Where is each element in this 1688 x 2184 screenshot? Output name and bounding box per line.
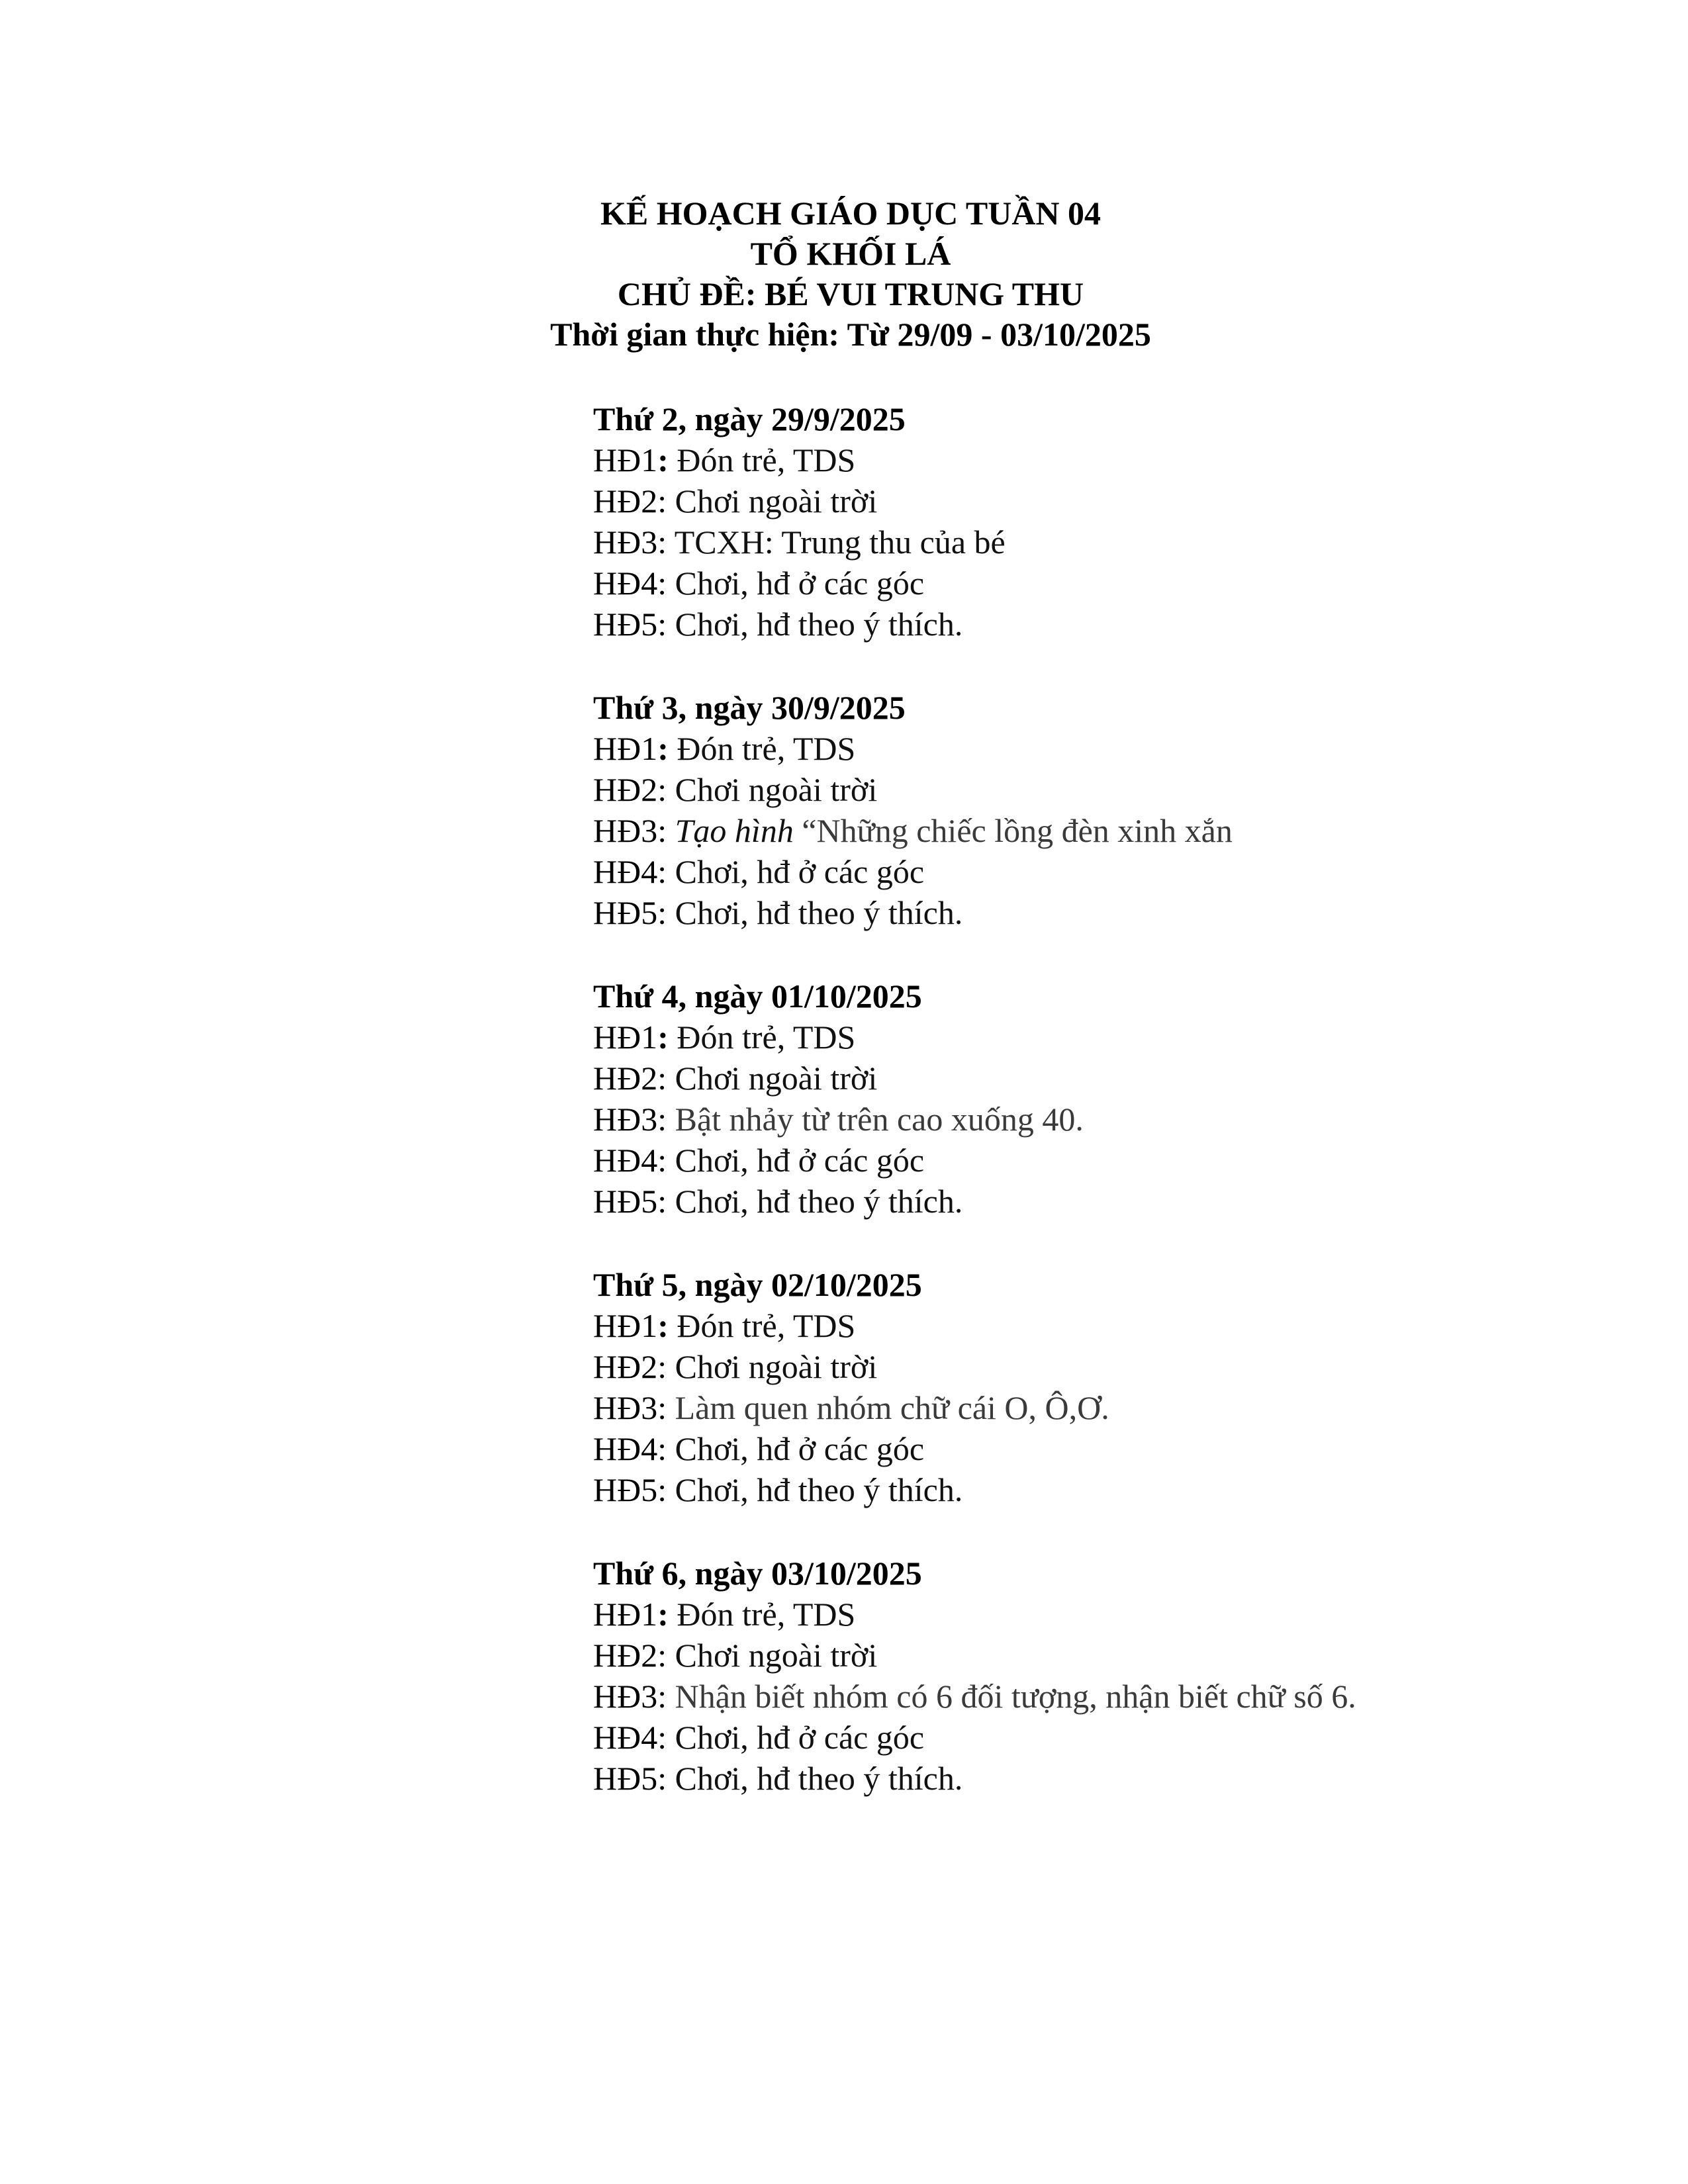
activity-separator: : (657, 1637, 667, 1674)
activity-separator: : (657, 1348, 667, 1385)
activity-item (593, 892, 1652, 933)
activity-code: HĐ5 (593, 1183, 658, 1220)
activity-text: Chơi, hđ ở các góc (667, 853, 925, 890)
activity-separator: : (657, 771, 667, 808)
activity-item (593, 1017, 1652, 1058)
activity-item (593, 769, 1652, 810)
plan-title: KẾ HOẠCH GIÁO DỤC TUẦN 04 (600, 195, 1102, 232)
activity-code: HĐ2 (593, 482, 658, 520)
activity-text: Chơi, hđ theo ý thích. (667, 1183, 963, 1220)
activity-text: TCXH: Trung thu của bé (667, 523, 1006, 561)
activity-text: Làm quen nhóm chữ cái O, Ô,Ơ. (667, 1389, 1109, 1426)
activity-text: “Những chiếc lồng đèn xinh xắn (802, 812, 1233, 849)
activity-item (593, 1387, 1652, 1428)
activity-separator: : (657, 482, 667, 520)
activity-code: HĐ3 (593, 812, 658, 849)
activity-separator: : (657, 1596, 669, 1633)
activity-separator: : (657, 523, 667, 561)
activity-item (593, 1676, 1652, 1717)
day-block-tuesday (593, 687, 1652, 933)
activity-item (593, 1635, 1652, 1676)
activity-code: HĐ3 (593, 523, 658, 561)
activity-item (593, 1099, 1652, 1140)
activity-separator: : (657, 853, 667, 890)
activity-item (593, 604, 1652, 645)
activity-separator: : (657, 812, 667, 849)
time-range: Thời gian thực hiện: Từ 29/09 - 03/10/2025 (550, 316, 1151, 353)
activity-text: Chơi, hđ ở các góc (667, 1142, 925, 1179)
activity-code: HĐ4 (593, 565, 658, 602)
activity-separator: : (657, 730, 669, 767)
activity-separator: : (657, 1142, 667, 1179)
activity-text: Đón trẻ, TDS (668, 441, 856, 478)
activity-code: HĐ1 (593, 441, 658, 478)
activity-text: Đón trẻ, TDS (668, 1596, 856, 1633)
activity-item (593, 1058, 1652, 1099)
activity-text: Chơi ngoài trời (667, 1348, 878, 1385)
activity-text: Chơi, hđ theo ý thích. (667, 894, 963, 931)
activity-separator: : (657, 1678, 667, 1715)
activity-separator: : (657, 1389, 667, 1426)
activity-text: Chơi, hđ ở các góc (667, 1430, 925, 1467)
activity-item (593, 439, 1652, 480)
activity-text: Chơi, hđ theo ý thích. (667, 1471, 963, 1508)
activity-code: HĐ3 (593, 1678, 658, 1715)
day-title: Thứ 3, ngày 30/9/2025 (593, 689, 906, 726)
activity-code: HĐ1 (593, 730, 658, 767)
activity-code: HĐ5 (593, 1471, 658, 1508)
activity-code: HĐ1 (593, 1019, 658, 1056)
activity-text: Nhận biết nhóm có 6 đối tượng, nhận biết chữ số 6. (667, 1678, 1356, 1715)
activity-code: HĐ3 (593, 1101, 658, 1138)
activity-separator: : (657, 1760, 667, 1797)
day-title: Thứ 5, ngày 02/10/2025 (593, 1266, 922, 1303)
activity-separator: : (657, 1101, 667, 1138)
activity-code: HĐ2 (593, 1637, 658, 1674)
activity-code: HĐ4 (593, 1430, 658, 1467)
activity-text: Chơi, hđ theo ý thích. (667, 606, 963, 643)
activity-code: HĐ4 (593, 1719, 658, 1756)
activity-text: Đón trẻ, TDS (668, 730, 856, 767)
activity-item (593, 563, 1652, 604)
activity-separator: : (657, 441, 669, 478)
day-block-thursday (593, 1264, 1652, 1510)
activity-item (593, 810, 1652, 851)
activity-separator: : (657, 1430, 667, 1467)
activity-item (593, 522, 1652, 563)
activity-code: HĐ4 (593, 853, 658, 890)
activity-text: Chơi, hđ ở các góc (667, 1719, 925, 1756)
activity-item (593, 1717, 1652, 1758)
activity-text: Chơi, hđ theo ý thích. (667, 1760, 963, 1797)
activity-code: HĐ2 (593, 771, 658, 808)
activity-item (593, 1469, 1652, 1510)
day-schedule-list (593, 398, 1652, 1841)
day-title: Thứ 2, ngày 29/9/2025 (593, 400, 906, 437)
day-title: Thứ 6, ngày 03/10/2025 (593, 1555, 922, 1592)
activity-item (593, 1428, 1652, 1469)
activity-code: HĐ2 (593, 1348, 658, 1385)
activity-separator: : (657, 1019, 669, 1056)
activity-separator: : (657, 894, 667, 931)
activity-item (593, 851, 1652, 892)
activity-item (593, 1346, 1652, 1387)
document-header (0, 193, 1688, 355)
activity-text: Chơi ngoài trời (667, 771, 878, 808)
activity-code: HĐ3 (593, 1389, 658, 1426)
activity-separator: : (657, 565, 667, 602)
activity-text: Chơi ngoài trời (667, 1060, 878, 1097)
activity-text: Đón trẻ, TDS (668, 1307, 856, 1344)
activity-code: HĐ5 (593, 894, 658, 931)
theme-title: CHỦ ĐỀ: BÉ VUI TRUNG THU (617, 275, 1084, 312)
day-block-monday (593, 398, 1652, 645)
activity-code: HĐ1 (593, 1307, 658, 1344)
activity-item (593, 480, 1652, 522)
group-name: TỔ KHỐI LÁ (750, 235, 951, 272)
activity-text: Đón trẻ, TDS (668, 1019, 856, 1056)
activity-separator: : (657, 1471, 667, 1508)
activity-item (593, 728, 1652, 769)
activity-code: HĐ2 (593, 1060, 658, 1097)
activity-item (593, 1181, 1652, 1222)
activity-code: HĐ4 (593, 1142, 658, 1179)
activity-separator: : (657, 1060, 667, 1097)
activity-item (593, 1758, 1652, 1799)
activity-separator: : (657, 606, 667, 643)
day-block-wednesday (593, 976, 1652, 1222)
activity-separator: : (657, 1307, 669, 1344)
activity-code: HĐ5 (593, 1760, 658, 1797)
activity-separator: : (657, 1183, 667, 1220)
activity-item (593, 1140, 1652, 1181)
activity-code: HĐ5 (593, 606, 658, 643)
day-title: Thứ 4, ngày 01/10/2025 (593, 978, 922, 1015)
activity-code: HĐ1 (593, 1596, 658, 1633)
activity-separator: : (657, 1719, 667, 1756)
activity-text: Chơi, hđ ở các góc (667, 565, 925, 602)
activity-item (593, 1594, 1652, 1635)
activity-text: Chơi ngoài trời (667, 1637, 878, 1674)
activity-item (593, 1305, 1652, 1346)
day-block-friday (593, 1553, 1652, 1799)
activity-text-italic: Tạo hình (667, 812, 802, 849)
activity-text: Chơi ngoài trời (667, 482, 878, 520)
activity-text: Bật nhảy từ trên cao xuống 40. (667, 1101, 1084, 1138)
